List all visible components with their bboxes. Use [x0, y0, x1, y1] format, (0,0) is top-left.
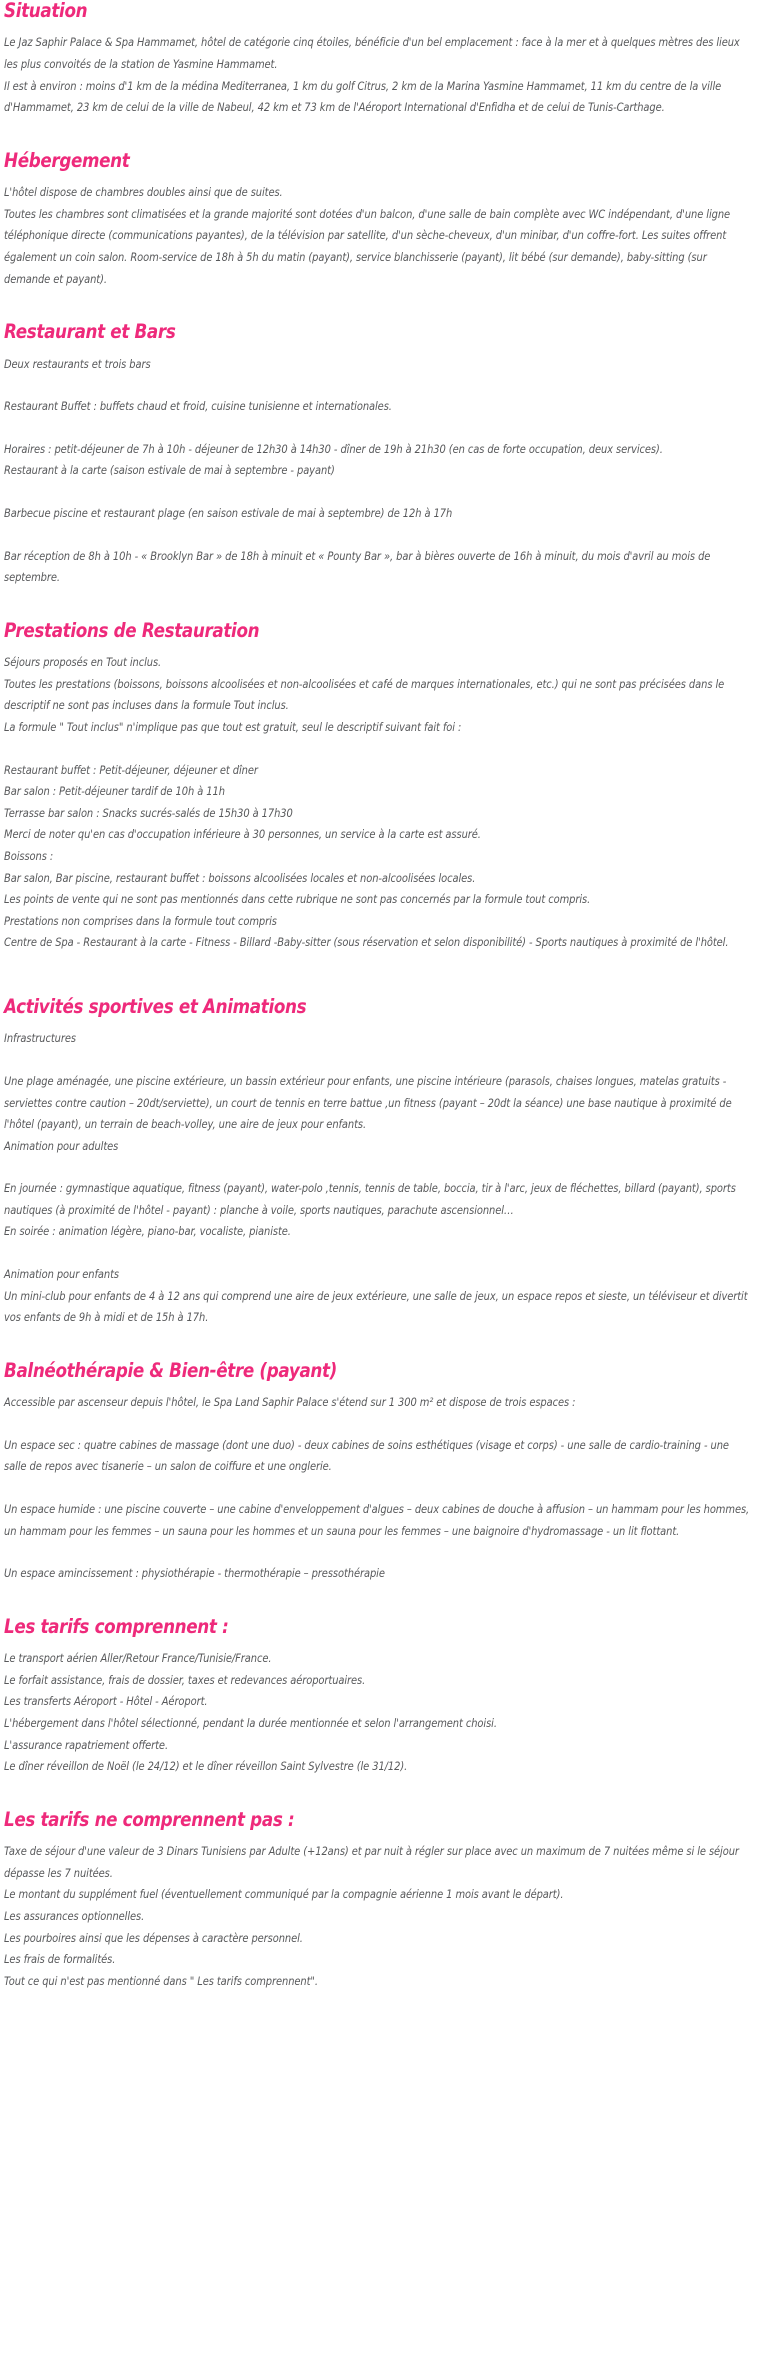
paragraph: En journée : gymnastique aquatique, fitness (payant), water-polo ,tennis, tennis de table, boccia, tir à l'arc, jeux de fléchettes, billard (payant), sports nautiques (à proximité de l'hôtel - payant) : planche à voile, sports nautiques, parachute ascensionnel… — [4, 1181, 736, 1217]
paragraph: Centre de Spa - Restaurant à la carte - Fitness - Billard -Baby-sitter (sous réservation et selon disponibilité) - Sports nautiques à proximité de l'hôtel. — [4, 935, 729, 950]
section-title-les-tarifs-ne-comprennent-pas: Les tarifs ne comprennent pas : — [4, 1807, 295, 1831]
paragraph: Animation pour enfants — [4, 1267, 119, 1282]
paragraph: Toutes les chambres sont climatisées et la grande majorité sont dotées d'un balcon, d'une salle de bain complète avec WC indépendant, d'une ligne téléphonique directe (communications payantes), de la télévision par satellite, d'un sèche-cheveux, d'un minibar, d'un coffre-fort. Les suites offrent également un coin salon. Room-service de 18h à 5h du matin (payant), service blanchisserie (payant), lit bébé (sur demande), baby-sitting (sur demande et payant). — [4, 206, 731, 286]
section-hebergement — [4, 150, 754, 290]
paragraph: Deux restaurants et trois bars — [4, 356, 151, 371]
paragraph: Le dîner réveillon de Noël (le 24/12) et le dîner réveillon Saint Sylvestre (le 31/12). — [4, 1759, 408, 1774]
paragraph: Les assurances optionnelles. — [4, 1909, 145, 1924]
section-restaurant-et-bars — [4, 321, 754, 589]
paragraph: Infrastructures — [4, 1031, 76, 1046]
paragraph: Une plage aménagée, une piscine extérieure, un bassin extérieur pour enfants, une piscine intérieure (parasols, chaises longues, matelas gratuits - serviettes contre caution – 20dt/serviette), un court de tennis en terre battue ,un fitness (payant – 20dt la séance) une base nautique à proximité de l'hôtel (payant), un terrain de beach-volley, une aire de jeux pour enfants. — [4, 1073, 732, 1132]
section-title-restaurant-et-bars: Restaurant et Bars — [4, 320, 176, 344]
paragraph: Un mini-club pour enfants de 4 à 12 ans qui comprend une aire de jeux extérieure, une salle de jeux, un espace repos et sieste, un téléviseur et divertit vos enfants de 9h à midi et de 15h à 17h. — [4, 1288, 748, 1325]
paragraph: Un espace amincissement : physiothérapie - thermothérapie – pressothérapie — [4, 1566, 385, 1581]
section-balneotherapie-bien-etre — [4, 1360, 754, 1585]
paragraph: En soirée : animation légère, piano-bar, vocaliste, pianiste. — [4, 1224, 291, 1239]
paragraph: Un espace humide : une piscine couverte – une cabine d'enveloppement d'algues – deux cabines de douche à affusion – un hammam pour les hommes, un hammam pour les femmes – un sauna pour les hommes et un sauna pour les femmes – une baignoire d'hydromassage - un lit flottant. — [4, 1502, 750, 1538]
paragraph: Prestations non comprises dans la formule tout compris — [4, 913, 277, 928]
paragraph: Les points de vente qui ne sont pas mentionnés dans cette rubrique ne sont pas concernés par la formule tout compris. — [4, 892, 591, 907]
section-title-activites-sportives-et-animations: Activités sportives et Animations — [4, 994, 307, 1018]
section-prestations-de-restauration — [4, 620, 754, 954]
section-title-balneotherapie-bien-etre: Balnéothérapie & Bien-être (payant) — [4, 1358, 338, 1382]
section-les-tarifs-ne-comprennent-pas — [4, 1809, 754, 1993]
section-activites-sportives-et-animations — [4, 996, 754, 1329]
paragraph: Taxe de séjour d'une valeur de 3 Dinars Tunisiens par Adulte (+12ans) et par nuit à régler sur place avec un maximum de 7 nuitées même si le séjour dépasse les 7 nuitées. — [4, 1844, 739, 1880]
paragraph: L'hébergement dans l'hôtel sélectionné, pendant la durée mentionnée et selon l'arrangement choisi. — [4, 1716, 497, 1731]
paragraph: Le forfait assistance, frais de dossier, taxes et redevances aéroportuaires. — [4, 1672, 366, 1687]
section-title-hebergement: Hébergement — [4, 148, 130, 172]
paragraph: Séjours proposés en Tout inclus. — [4, 655, 162, 670]
paragraph: L'assurance rapatriement offerte. — [4, 1737, 169, 1752]
section-title-situation: Situation — [4, 0, 88, 22]
paragraph: Animation pour adultes — [4, 1138, 119, 1153]
paragraph: Bar salon : Petit-déjeuner tardif de 10h à 11h — [4, 784, 225, 799]
paragraph: L'hôtel dispose de chambres doubles ainsi que de suites. — [4, 185, 283, 200]
paragraph: Accessible par ascenseur depuis l'hôtel, le Spa Land Saphir Palace s'étend sur 1 300 m² et dispose de trois espaces : — [4, 1395, 576, 1410]
paragraph: Il est à environ : moins d'1 km de la médina Mediterranea, 1 km du golf Citrus, 2 km de la Marina Yasmine Hammamet, 11 km du centre de la ville d'Hammamet, 23 km de celui de la ville de Nabeul, 42 km et 73 km de l'Aéroport International d'Enfidha et de celui de Tunis-Carthage. — [4, 78, 722, 115]
section-title-prestations-de-restauration: Prestations de Restauration — [4, 618, 260, 642]
section-les-tarifs-comprennent — [4, 1616, 754, 1778]
paragraph: Les frais de formalités. — [4, 1952, 116, 1967]
paragraph: Merci de noter qu'en cas d'occupation inférieure à 30 personnes, un service à la carte est assuré. — [4, 827, 481, 842]
section-situation — [4, 0, 754, 119]
paragraph: Bar réception de 8h à 10h - « Brooklyn Bar » de 18h à minuit et « Pounty Bar », bar à bières ouverte de 16h à minuit, du mois d'avril au mois de septembre. — [4, 548, 711, 585]
section-title-les-tarifs-comprennent: Les tarifs comprennent : — [4, 1614, 229, 1638]
paragraph: Un espace sec : quatre cabines de massage (dont une duo) - deux cabines de soins esthétiques (visage et corps) - une salle de cardio-training - une salle de repos avec tisanerie – un salon de coiffure et une onglerie. — [4, 1437, 729, 1474]
paragraph: Le Jaz Saphir Palace & Spa Hammamet, hôtel de catégorie cinq étoiles, bénéficie d'un bel emplacement : face à la mer et à quelques mètres des lieux les plus convoités de la station de Yasmine Hammamet. — [4, 35, 740, 72]
paragraph: Horaires : petit-déjeuner de 7h à 10h - déjeuner de 12h30 à 14h30 - dîner de 19h à 21h30 (en cas de forte occupation, deux services). — [4, 441, 663, 456]
paragraph: Terrasse bar salon : Snacks sucrés-salés de 15h30 à 17h30 — [4, 805, 293, 820]
paragraph: Restaurant buffet : Petit-déjeuner, déjeuner et dîner — [4, 762, 258, 777]
paragraph: Le montant du supplément fuel (éventuellement communiqué par la compagnie aérienne 1 mois avant le départ). — [4, 1887, 564, 1902]
paragraph: Les transferts Aéroport - Hôtel - Aéroport. — [4, 1694, 208, 1709]
paragraph: La formule " Tout inclus" n'implique pas que tout est gratuit, seul le descriptif suivant fait foi : — [4, 719, 462, 734]
paragraph: Bar salon, Bar piscine, restaurant buffet : boissons alcoolisées locales et non-alcoolisées locales. — [4, 870, 476, 885]
paragraph: Le transport aérien Aller/Retour France/Tunisie/France. — [4, 1651, 272, 1666]
paragraph: Restaurant à la carte (saison estivale de mai à septembre - payant) — [4, 463, 335, 478]
paragraph: Boissons : — [4, 848, 54, 863]
paragraph: Tout ce qui n'est pas mentionné dans " Les tarifs comprennent". — [4, 1973, 318, 1988]
paragraph: Barbecue piscine et restaurant plage (en saison estivale de mai à septembre) de 12h à 17h — [4, 505, 453, 520]
paragraph: Restaurant Buffet : buffets chaud et froid, cuisine tunisienne et internationales. — [4, 399, 392, 414]
paragraph: Toutes les prestations (boissons, boissons alcoolisées et non-alcoolisées et café de marques internationales, etc.) qui ne sont pas précisées dans le descriptif ne sont pas incluses dans la formule Tout inclus. — [4, 676, 725, 713]
paragraph: Les pourboires ainsi que les dépenses à caractère personnel. — [4, 1930, 303, 1945]
